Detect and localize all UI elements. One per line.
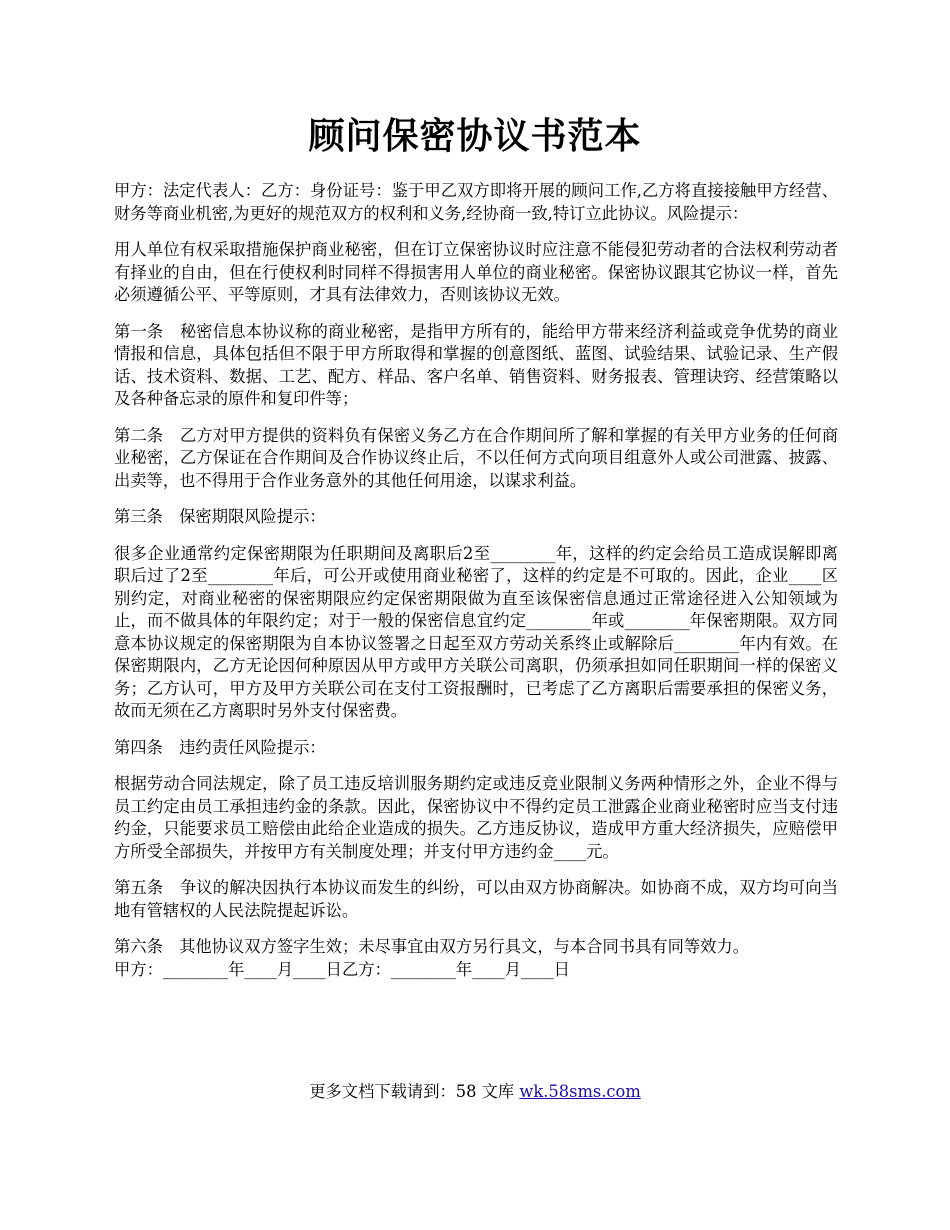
document-body xyxy=(114,180,838,981)
signature-line: 甲方：________年____月____日乙方：________年____月____日 xyxy=(114,959,570,979)
paragraph-article-3-heading: 第三条 保密期限风险提示： xyxy=(114,507,326,526)
paragraph-article-4-body: 根据劳动合同法规定，除了员工违反培训服务期约定或违反竞业限制义务两种情形之外，企业不得与员工约定由员工承担违约金的条款。因此，保密协议中不得约定员工泄露企业商业秘密时应当支付违约金，只能要求员工赔偿由此给企业造成的损失。乙方违反协议，造成甲方重大经济损失，应赔偿甲方所受全部损失，并按甲方有关制度处理；并支付甲方违约金____元。 xyxy=(114,774,838,861)
paragraph-article-2: 第二条 乙方对甲方提供的资料负有保密义务乙方在合作期间所了解和掌握的有关甲方业务的任何商业秘密，乙方保证在合作期间及合作协议终止后，不以任何方式向项目组意外人或公司泄露、披露、出卖等，也不得用于合作业务意外的其他任何用途，以谋求利益。 xyxy=(114,425,838,490)
paragraph-article-3-body: 很多企业通常约定保密期限为任职期间及离职后2至________年，这样的约定会给员工造成误解即离职后过了2至________年后，可公开或使用商业秘密了，这样的约定是不可取的。因此，企业____区别约定，对商业秘密的保密期限应约定保密期限做为直至该保密信息通过正常途径进入公知领域为止，而不做具体的年限约定；对于一般的保密信息宜约定________年或________年保密期限。双方同意本协议规定的保密期限为自本协议签署之日起至双方劳动关系终止或解除后________年内有效。在保密期限内，乙方无论因何种原因从甲方或甲方关联公司离职，仍须承担如同任职期间一样的保密义务；乙方认可，甲方及甲方关联公司在支付工资报酬时，已考虑了乙方离职后需要承担的保密义务，故而无须在乙方离职时另外支付保密费。 xyxy=(114,543,838,720)
paragraph-article-4-heading: 第四条 违约责任风险提示： xyxy=(114,737,326,757)
paragraph-preamble: 甲方：法定代表人：乙方：身份证号：鉴于甲乙双方即将开展的顾问工作,乙方将直接接触甲方经营、财务等商业机密,为更好的规范双方的权利和义务,经协商一致,特订立此协议。风险提示： xyxy=(114,181,838,223)
paragraph-risk-note: 用人单位有权采取措施保护商业秘密，但在订立保密协议时应注意不能侵犯劳动者的合法权利劳动者有择业的自由，但在行使权利时同样不得损害用人单位的商业秘密。保密协议跟其它协议一样，首先必须遵循公平、平等原则，才具有法律效力，否则该协议无效。 xyxy=(114,240,838,304)
paragraph-article-6: 第六条 其他协议双方签字生效；未尽事宜由双方另行具文，与本合同书具有同等效力。 xyxy=(114,937,749,956)
page-title: 顾问保密协议书范本 xyxy=(308,115,642,157)
footer xyxy=(0,1080,950,1104)
footer-text: 更多文档下载请到：58 文库 xyxy=(309,1082,520,1101)
paragraph-article-5: 第五条 争议的解决因执行本协议而发生的纠纷，可以由双方协商解决。如协商不成，双方均可向当地有管辖权的人民法院提起诉讼。 xyxy=(114,878,838,920)
footer-link[interactable]: wk.58sms.com xyxy=(519,1082,641,1101)
paragraph-article-1: 第一条 秘密信息本协议称的商业秘密，是指甲方所有的，能给甲方带来经济利益或竞争优势的商业情报和信息，具体包括但不限于甲方所取得和掌握的创意图纸、蓝图、试验结果、试验记录、生产假话、技术资料、数据、工艺、配方、样品、客户名单、销售资料、财务报表、管理诀窍、经营策略以及各种备忘录的原件和复印件等； xyxy=(114,321,838,408)
